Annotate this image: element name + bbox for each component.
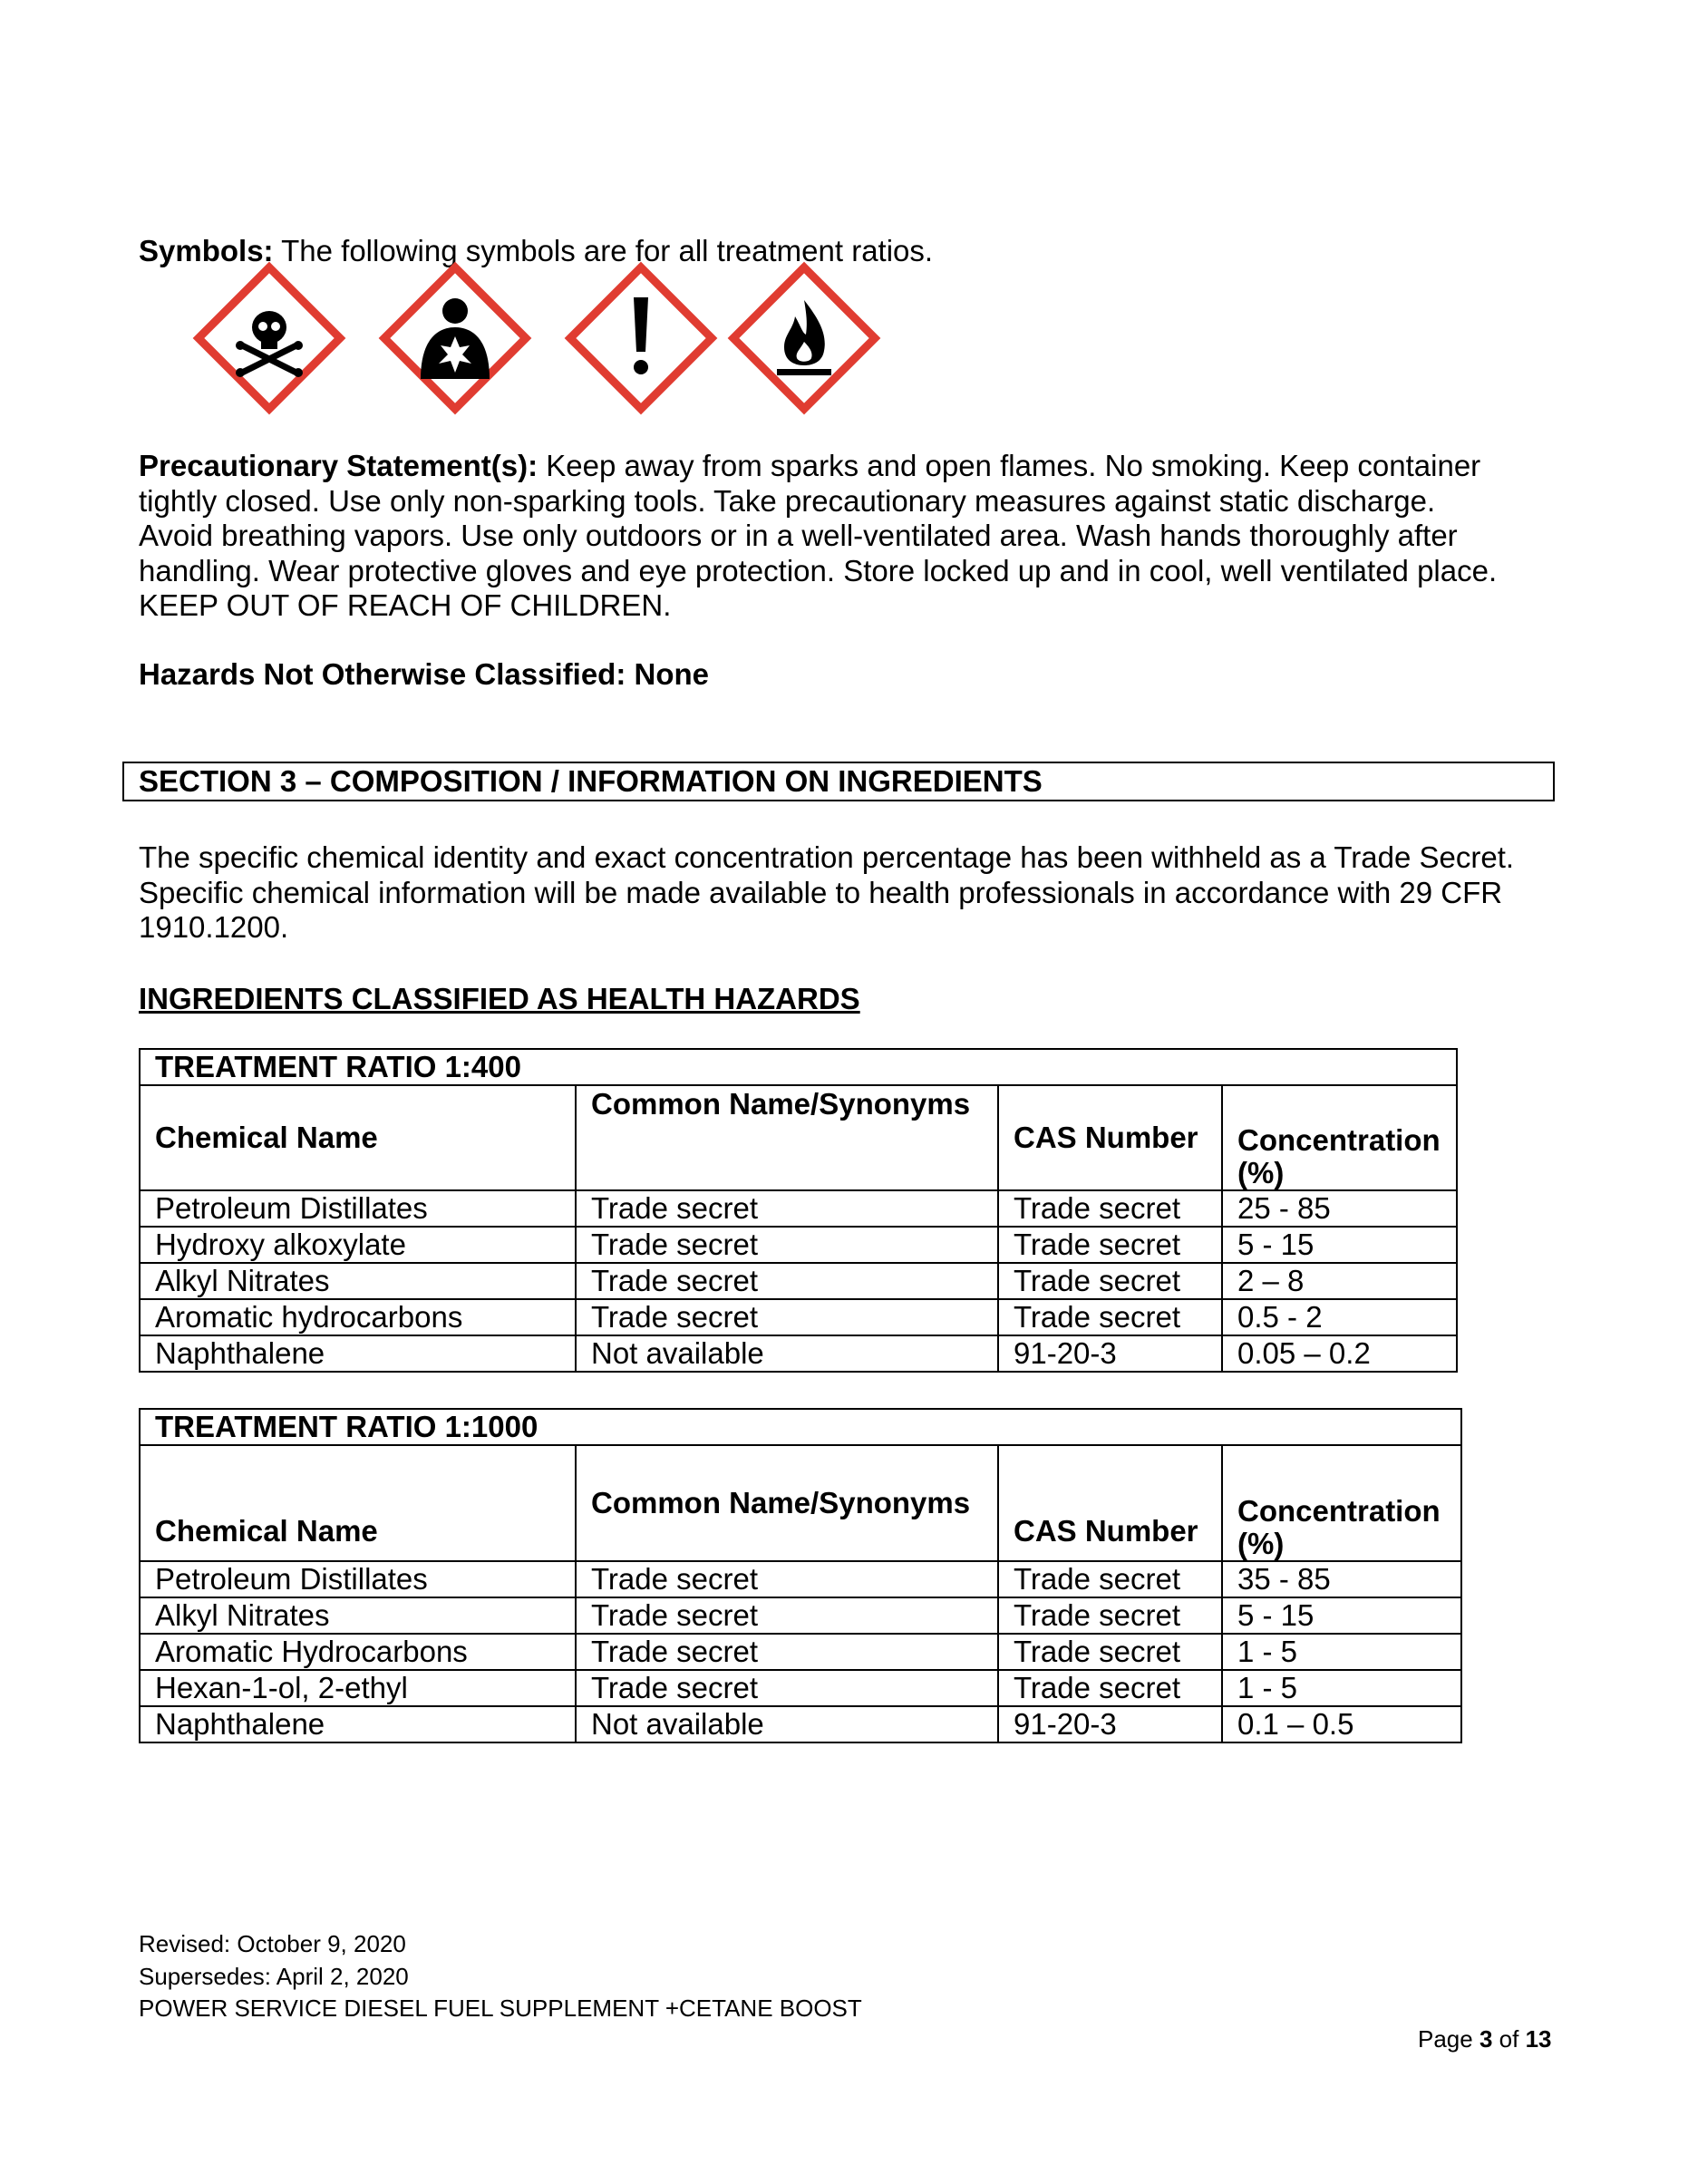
symbols-text: The following symbols are for all treatment ratios. — [273, 234, 934, 267]
precautionary-statements — [139, 449, 1553, 624]
table-cell: Trade secret — [998, 1597, 1222, 1634]
table-cell: Trade secret — [576, 1227, 998, 1263]
table-cell: Not available — [576, 1335, 998, 1372]
table-row — [140, 1706, 1461, 1742]
column-header: CAS Number — [998, 1085, 1222, 1190]
table-cell: 91-20-3 — [998, 1335, 1222, 1372]
ghs-pictograms — [192, 261, 917, 424]
exclamation-icon — [570, 267, 712, 409]
table-cell: Trade secret — [576, 1634, 998, 1670]
table-cell: Petroleum Distillates — [140, 1561, 576, 1597]
table-cell: 35 - 85 — [1222, 1561, 1461, 1597]
table-cell: Trade secret — [998, 1561, 1222, 1597]
table-cell: Trade secret — [998, 1299, 1222, 1335]
table-cell: Trade secret — [998, 1634, 1222, 1670]
column-header: Common Name/Synonyms — [576, 1445, 998, 1561]
table-cell: 0.1 – 0.5 — [1222, 1706, 1461, 1742]
table-cell: 5 - 15 — [1222, 1227, 1457, 1263]
table-cell: Aromatic hydrocarbons — [140, 1299, 576, 1335]
table-cell: Alkyl Nitrates — [140, 1597, 576, 1634]
table-cell: Trade secret — [998, 1190, 1222, 1227]
table-cell: 0.5 - 2 — [1222, 1299, 1457, 1335]
footer-supersedes: Supersedes: April 2, 2020 — [139, 1963, 409, 1990]
table-cell: Trade secret — [998, 1670, 1222, 1706]
page-current: 3 — [1479, 2025, 1493, 2053]
table-cell: Alkyl Nitrates — [140, 1263, 576, 1299]
table-cell: Petroleum Distillates — [140, 1190, 576, 1227]
skull-crossbones-icon — [199, 267, 340, 409]
column-header: Common Name/Synonyms — [576, 1085, 998, 1190]
flame-icon — [733, 267, 875, 409]
table-row — [140, 1299, 1457, 1335]
table-row — [140, 1263, 1457, 1299]
table-cell: 2 – 8 — [1222, 1263, 1457, 1299]
precautionary-line: tightly closed. Use only non-sparking tools. Take precautionary measures against static discharge. — [139, 483, 1436, 518]
table-title: TREATMENT RATIO 1:400 — [140, 1049, 1457, 1085]
trade-secret-statement — [139, 840, 1553, 946]
precautionary-line: KEEP OUT OF REACH OF CHILDREN. — [139, 588, 672, 622]
table-cell: 25 - 85 — [1222, 1190, 1457, 1227]
table-cell: 5 - 15 — [1222, 1597, 1461, 1634]
table-cell: Naphthalene — [140, 1706, 576, 1742]
table-cell: Trade secret — [576, 1263, 998, 1299]
table-cell: Trade secret — [576, 1299, 998, 1335]
treatment-ratio-table-1 — [139, 1048, 1458, 1373]
table-cell: 91-20-3 — [998, 1706, 1222, 1742]
trade-secret-line: Specific chemical information will be made available to health professionals in accordance with 29 CFR — [139, 875, 1503, 909]
table-row — [140, 1335, 1457, 1372]
footer-product-name: POWER SERVICE DIESEL FUEL SUPPLEMENT +CETANE BOOST — [139, 1995, 862, 2022]
table-cell: Naphthalene — [140, 1335, 576, 1372]
table-cell: Trade secret — [998, 1227, 1222, 1263]
table-cell: Hydroxy alkoxylate — [140, 1227, 576, 1263]
precautionary-line: handling. Wear protective gloves and eye protection. Store locked up and in cool, well ventilated place. — [139, 553, 1498, 587]
page-prefix: Page — [1418, 2025, 1479, 2053]
column-header: Chemical Name — [140, 1085, 576, 1190]
health-hazard-icon — [384, 267, 526, 409]
treatment-ratio-table-2 — [139, 1408, 1462, 1743]
column-header: Concentration (%) — [1222, 1445, 1461, 1561]
table-row — [140, 1670, 1461, 1706]
hazards-not-otherwise-classified: Hazards Not Otherwise Classified: None — [139, 657, 709, 691]
column-header: CAS Number — [998, 1445, 1222, 1561]
section-3-heading: SECTION 3 – COMPOSITION / INFORMATION ON INGREDIENTS — [122, 762, 1555, 801]
trade-secret-line: The specific chemical identity and exact concentration percentage has been withheld as a Trade Secret. — [139, 840, 1515, 874]
precautionary-line: Avoid breathing vapors. Use only outdoors or in a well-ventilated area. Wash hands thoroughly after — [139, 519, 1458, 552]
precautionary-line: Keep away from sparks and open flames. No smoking. Keep container — [538, 449, 1481, 482]
page-of: of — [1492, 2025, 1526, 2053]
table-cell: 1 - 5 — [1222, 1670, 1461, 1706]
table-cell: 0.05 – 0.2 — [1222, 1335, 1457, 1372]
page-number — [1418, 2025, 1551, 2053]
table-cell: Trade secret — [576, 1190, 998, 1227]
table-row — [140, 1561, 1461, 1597]
page-total: 13 — [1525, 2025, 1552, 2053]
table-cell: Not available — [576, 1706, 998, 1742]
column-header: Concentration (%) — [1222, 1085, 1457, 1190]
trade-secret-line: 1910.1200. — [139, 910, 289, 944]
table-row — [140, 1190, 1457, 1227]
table-cell: Trade secret — [998, 1263, 1222, 1299]
table-row — [140, 1597, 1461, 1634]
table-cell: Trade secret — [576, 1597, 998, 1634]
precautionary-label: Precautionary Statement(s): — [139, 449, 538, 482]
table-cell: Trade secret — [576, 1561, 998, 1597]
column-header: Chemical Name — [140, 1445, 576, 1561]
table-row — [140, 1634, 1461, 1670]
ingredients-heading: INGREDIENTS CLASSIFIED AS HEALTH HAZARDS — [139, 982, 860, 1015]
table-cell: 1 - 5 — [1222, 1634, 1461, 1670]
table-cell: Aromatic Hydrocarbons — [140, 1634, 576, 1670]
table-title: TREATMENT RATIO 1:1000 — [140, 1409, 1461, 1445]
table-cell: Trade secret — [576, 1670, 998, 1706]
footer-revised: Revised: October 9, 2020 — [139, 1930, 406, 1957]
table-row — [140, 1227, 1457, 1263]
table-cell: Hexan-1-ol, 2-ethyl — [140, 1670, 576, 1706]
symbols-label: Symbols: — [139, 234, 274, 267]
